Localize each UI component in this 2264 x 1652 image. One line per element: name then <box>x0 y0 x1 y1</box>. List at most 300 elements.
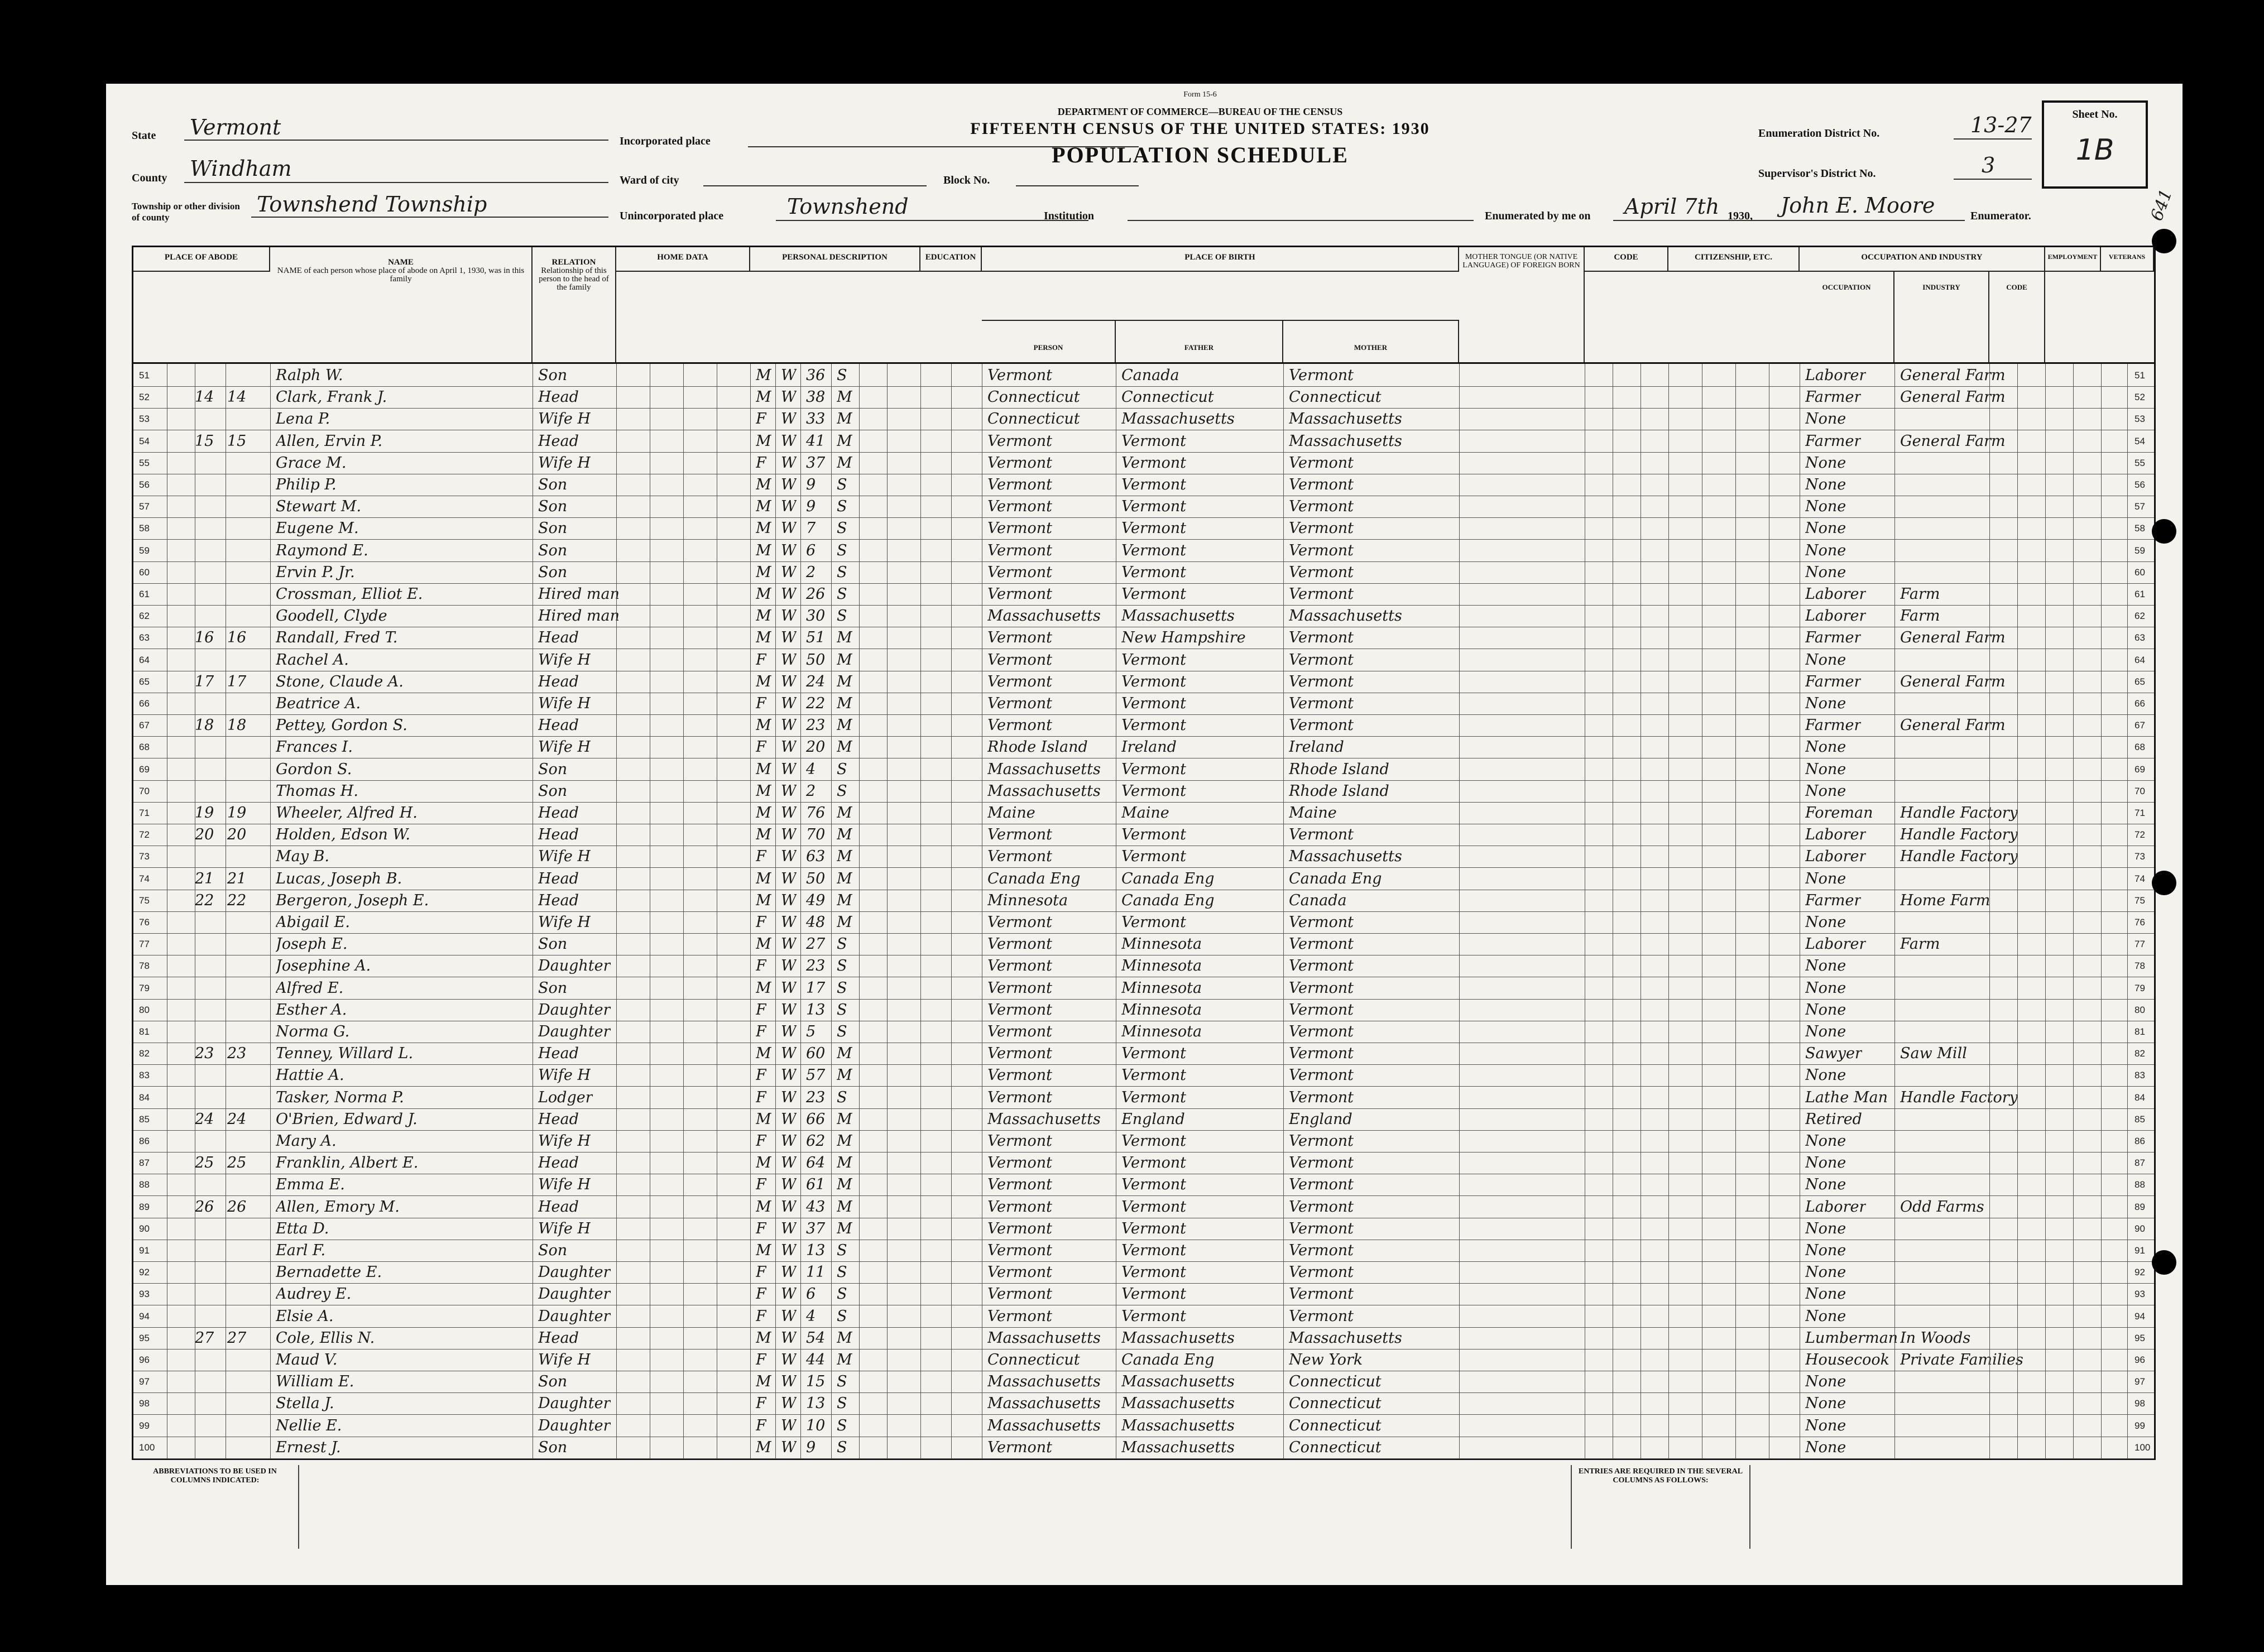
table-row <box>133 1305 2154 1328</box>
birthplace-mother: New York <box>1289 1351 1363 1368</box>
column-rule <box>2017 362 2018 1458</box>
age: 62 <box>806 1132 826 1150</box>
occupation: None <box>1805 1219 1846 1237</box>
occupation: Lathe Man <box>1805 1088 1888 1106</box>
sex: M <box>756 607 771 625</box>
color-race: W <box>781 760 797 778</box>
birthplace-mother: Massachusetts <box>1289 848 1402 866</box>
line-number-left: 53 <box>139 414 150 425</box>
occupation: None <box>1805 1067 1846 1084</box>
person-name: Stone, Claude A. <box>276 673 404 690</box>
column-code: CODE <box>1989 272 2045 362</box>
age: 63 <box>806 848 826 866</box>
punch-hole <box>2152 871 2176 895</box>
age: 37 <box>806 1219 826 1237</box>
age: 24 <box>806 673 826 690</box>
color-race: W <box>781 629 797 647</box>
relation: Lodger <box>538 1088 593 1106</box>
color-race: W <box>781 1307 797 1325</box>
family-number: 24 <box>227 1110 247 1128</box>
marital-status: S <box>837 935 847 953</box>
birthplace-father: Massachusetts <box>1121 1373 1235 1391</box>
occupation: None <box>1805 1416 1846 1434</box>
age: 9 <box>806 476 816 493</box>
industry: Home Farm <box>1900 891 1990 909</box>
sex: M <box>756 476 771 493</box>
line-number-right: 78 <box>2135 961 2145 972</box>
line-number-right: 82 <box>2135 1048 2145 1059</box>
industry: General Farm <box>1900 717 2006 734</box>
age: 13 <box>806 1001 826 1019</box>
column-rule <box>831 362 832 1458</box>
marital-status: S <box>837 607 847 625</box>
birthplace-person: Vermont <box>987 563 1053 581</box>
occupation: None <box>1805 1307 1846 1325</box>
table-row <box>133 1130 2154 1152</box>
person-name: Abigail E. <box>276 914 350 931</box>
entries-block <box>1750 1465 2152 1549</box>
marital-status: S <box>837 476 847 493</box>
census-sheet <box>106 84 2183 1585</box>
relation: Head <box>538 673 579 690</box>
color-race: W <box>781 891 797 909</box>
birthplace-father: Vermont <box>1121 1198 1187 1216</box>
sex: M <box>756 1242 771 1259</box>
occupation: None <box>1805 1264 1846 1281</box>
line-number-right: 57 <box>2135 501 2145 512</box>
occupation: Laborer <box>1805 826 1867 844</box>
line-number-left: 73 <box>139 851 150 862</box>
age: 22 <box>806 695 826 712</box>
relation: Wife H <box>538 848 591 866</box>
birthplace-father: Canada Eng <box>1121 870 1215 887</box>
birthplace-father: Vermont <box>1121 1154 1187 1172</box>
birthplace-mother: Connecticut <box>1289 1438 1382 1456</box>
marital-status: S <box>837 498 847 516</box>
enumerator-name: John E. Moore <box>1781 193 1935 218</box>
marital-status: M <box>837 891 852 909</box>
line-number-right: 92 <box>2135 1267 2145 1278</box>
birthplace-person: Vermont <box>987 1023 1053 1040</box>
person-name: Clark, Frank J. <box>276 388 387 406</box>
occupation: None <box>1805 1395 1846 1413</box>
color-race: W <box>781 848 797 866</box>
birthplace-father: Vermont <box>1121 498 1187 516</box>
table-row <box>133 1392 2154 1415</box>
table-row <box>133 780 2154 803</box>
birthplace-mother: Connecticut <box>1289 1373 1382 1391</box>
age: 33 <box>806 410 826 428</box>
industry: Farm <box>1900 607 1940 625</box>
birthplace-person: Minnesota <box>987 891 1068 909</box>
occupation: Housecook <box>1805 1351 1890 1368</box>
birthplace-mother: Connecticut <box>1289 1416 1382 1434</box>
occupation: Farmer <box>1805 432 1862 450</box>
birthplace-mother: Vermont <box>1289 1242 1354 1259</box>
person-name: Lena P. <box>276 410 330 428</box>
birthplace-father: Canada <box>1121 367 1179 384</box>
line-number-right: 89 <box>2135 1201 2145 1212</box>
birthplace-mother: Massachusetts <box>1289 410 1402 428</box>
footer <box>132 1465 2152 1571</box>
table-row <box>133 561 2154 584</box>
birthplace-mother: Connecticut <box>1289 1395 1382 1413</box>
occupation: Farmer <box>1805 673 1862 690</box>
person-name: William E. <box>276 1373 354 1391</box>
relation: Wife H <box>538 914 591 931</box>
census-title: FIFTEENTH CENSUS OF THE UNITED STATES: 1930 <box>970 119 1430 138</box>
line-number-left: 89 <box>139 1201 150 1212</box>
line-number-right: 68 <box>2135 742 2145 753</box>
sex: M <box>756 520 771 537</box>
relation: Wife H <box>538 738 591 756</box>
relation: Daughter <box>538 1416 611 1434</box>
sex: M <box>756 673 771 690</box>
birthplace-father: Massachusetts <box>1121 1438 1235 1456</box>
line-number-left: 97 <box>139 1376 150 1387</box>
family-number: 21 <box>227 870 247 887</box>
line-number-left: 51 <box>139 370 150 381</box>
sex: F <box>756 1307 766 1325</box>
birthplace-father: Vermont <box>1121 454 1187 472</box>
line-number-left: 78 <box>139 961 150 972</box>
relation: Head <box>538 717 579 734</box>
marital-status: S <box>837 541 847 559</box>
birthplace-father: Vermont <box>1121 695 1187 712</box>
occupation: None <box>1805 695 1846 712</box>
institution-label: Institution <box>1044 210 1095 222</box>
color-race: W <box>781 935 797 953</box>
column-rule <box>616 362 617 1458</box>
line-number-right: 66 <box>2135 698 2145 709</box>
sex: F <box>756 1001 766 1019</box>
table-row <box>133 736 2154 758</box>
sheet-value: 1B <box>2075 133 2114 167</box>
birthplace-father: Vermont <box>1121 1307 1187 1325</box>
relation: Son <box>538 367 568 384</box>
line-number-left: 63 <box>139 632 150 643</box>
line-number-left: 85 <box>139 1113 150 1125</box>
person-name: Stewart M. <box>276 498 362 516</box>
column-rule <box>2073 362 2074 1458</box>
table-row <box>133 1174 2154 1196</box>
abbreviations-title: ABBREVIATIONS TO BE USED IN COLUMNS INDICATED: <box>132 1465 299 1549</box>
birthplace-father: Vermont <box>1121 1132 1187 1150</box>
line-number-right: 99 <box>2135 1420 2145 1431</box>
industry: General Farm <box>1900 629 2006 647</box>
color-race: W <box>781 979 797 997</box>
marital-status: M <box>837 388 852 406</box>
birthplace-person: Maine <box>987 804 1035 822</box>
column-person: PERSON <box>982 320 1116 362</box>
birthplace-person: Vermont <box>987 1132 1053 1150</box>
line-number-right: 55 <box>2135 457 2145 468</box>
family-number: 17 <box>227 673 247 690</box>
line-number-left: 57 <box>139 501 150 512</box>
line-number-right: 77 <box>2135 939 2145 950</box>
sex: M <box>756 1198 771 1216</box>
birthplace-father: Minnesota <box>1121 935 1202 953</box>
person-name: Tasker, Norma P. <box>276 1088 404 1106</box>
age: 17 <box>806 979 826 997</box>
birthplace-mother: Massachusetts <box>1289 1329 1402 1347</box>
color-race: W <box>781 388 797 406</box>
marital-status: M <box>837 1132 852 1150</box>
age: 64 <box>806 1154 826 1172</box>
color-race: W <box>781 1242 797 1259</box>
person-name: Franklin, Albert E. <box>276 1154 419 1172</box>
birthplace-mother: Vermont <box>1289 498 1354 516</box>
marital-status: S <box>837 585 847 603</box>
schedule-title: POPULATION SCHEDULE <box>1052 142 1349 167</box>
birthplace-mother: Vermont <box>1289 651 1354 669</box>
birthplace-person: Vermont <box>987 957 1053 975</box>
dwelling-number: 17 <box>195 673 214 690</box>
sex: M <box>756 804 771 822</box>
table-row <box>133 517 2154 540</box>
color-race: W <box>781 1045 797 1063</box>
person-name: Stella J. <box>276 1395 334 1413</box>
birthplace-person: Vermont <box>987 979 1053 997</box>
birthplace-person: Vermont <box>987 1264 1053 1281</box>
relation: Head <box>538 1198 579 1216</box>
age: 5 <box>806 1023 816 1040</box>
line-number-right: 51 <box>2135 370 2145 381</box>
birthplace-person: Vermont <box>987 1285 1053 1303</box>
table-row <box>133 386 2154 409</box>
marital-status: S <box>837 782 847 800</box>
relation: Son <box>538 563 568 581</box>
age: 6 <box>806 1285 816 1303</box>
table-row <box>133 452 2154 474</box>
occupation: None <box>1805 738 1846 756</box>
line-number-right: 60 <box>2135 566 2145 578</box>
line-number-right: 70 <box>2135 785 2145 796</box>
birthplace-father: Maine <box>1121 804 1169 822</box>
age: 51 <box>806 629 826 647</box>
birthplace-person: Vermont <box>987 826 1053 844</box>
line-number-right: 71 <box>2135 808 2145 818</box>
line-number-right: 61 <box>2135 589 2145 599</box>
line-number-left: 62 <box>139 611 150 622</box>
occupation: Laborer <box>1805 848 1867 866</box>
occupation: Retired <box>1805 1110 1862 1128</box>
dwelling-number: 24 <box>195 1110 214 1128</box>
age: 4 <box>806 760 816 778</box>
line-number-left: 77 <box>139 939 150 950</box>
birthplace-mother: Vermont <box>1289 1264 1354 1281</box>
person-name: Philip P. <box>276 476 337 493</box>
occupation: Laborer <box>1805 1198 1867 1216</box>
column-mother-tongue: MOTHER TONGUE (OR NATIVE LANGUAGE) OF FOREIGN BORN <box>1459 247 1585 362</box>
line-number-left: 87 <box>139 1158 150 1169</box>
person-name: Maud V. <box>276 1351 338 1368</box>
column-rule <box>920 362 921 1458</box>
table-row <box>133 1327 2154 1350</box>
relation: Son <box>538 1438 568 1456</box>
occupation: None <box>1805 1176 1846 1194</box>
age: 49 <box>806 891 826 909</box>
table-row <box>133 364 2154 387</box>
color-race: W <box>781 1023 797 1040</box>
color-race: W <box>781 1395 797 1413</box>
person-name: Grace M. <box>276 454 347 472</box>
state-value: Vermont <box>190 115 281 140</box>
line-number-left: 76 <box>139 917 150 928</box>
ward-label: Ward of city <box>620 174 679 186</box>
sex: M <box>756 1154 771 1172</box>
age: 23 <box>806 717 826 734</box>
relation: Wife H <box>538 1067 591 1084</box>
person-name: Elsie A. <box>276 1307 334 1325</box>
age: 54 <box>806 1329 826 1347</box>
industry: Odd Farms <box>1900 1198 1984 1216</box>
birthplace-mother: Rhode Island <box>1289 760 1389 778</box>
sex: M <box>756 1110 771 1128</box>
color-race: W <box>781 782 797 800</box>
marital-status: S <box>837 1264 847 1281</box>
birthplace-father: Vermont <box>1121 782 1187 800</box>
unincorporated-label: Unincorporated place <box>620 210 724 222</box>
column-occupation: OCCUPATION <box>1800 272 1894 362</box>
sex: F <box>756 651 766 669</box>
age: 48 <box>806 914 826 931</box>
table-row <box>133 474 2154 496</box>
birthplace-person: Vermont <box>987 1154 1053 1172</box>
color-race: W <box>781 1132 797 1150</box>
relation: Head <box>538 870 579 887</box>
color-race: W <box>781 1198 797 1216</box>
person-name: Ralph W. <box>276 367 343 384</box>
dwelling-number: 15 <box>195 432 214 450</box>
line-number-right: 86 <box>2135 1136 2145 1146</box>
line-number-left: 80 <box>139 1004 150 1015</box>
person-name: Mary A. <box>276 1132 337 1150</box>
person-name: Allen, Ervin P. <box>276 432 383 450</box>
industry: Handle Factory <box>1900 1088 2018 1106</box>
column-rule <box>859 362 860 1458</box>
enum-district-value: 13-27 <box>1970 113 2032 137</box>
dwelling-number: 27 <box>195 1329 214 1347</box>
person-name: Bergeron, Joseph E. <box>276 891 429 909</box>
table-row <box>133 1283 2154 1305</box>
sex: M <box>756 1045 771 1063</box>
relation: Son <box>538 1373 568 1391</box>
birthplace-mother: Vermont <box>1289 1001 1354 1019</box>
occupation: Farmer <box>1805 891 1862 909</box>
marital-status: S <box>837 957 847 975</box>
birthplace-father: Minnesota <box>1121 957 1202 975</box>
birthplace-mother: Vermont <box>1289 585 1354 603</box>
table-row <box>133 1349 2154 1371</box>
line-number-right: 52 <box>2135 392 2145 403</box>
age: 9 <box>806 498 816 516</box>
sex: M <box>756 979 771 997</box>
occupation: None <box>1805 1001 1846 1019</box>
table-row <box>133 911 2154 934</box>
sex: F <box>756 1176 766 1194</box>
marital-status: S <box>837 520 847 537</box>
birthplace-person: Connecticut <box>987 1351 1080 1368</box>
marital-status: S <box>837 1242 847 1259</box>
birthplace-mother: Vermont <box>1289 1088 1354 1106</box>
birthplace-person: Vermont <box>987 1242 1053 1259</box>
dwelling-number: 18 <box>195 717 214 734</box>
table-row <box>133 933 2154 955</box>
marital-status: S <box>837 1001 847 1019</box>
county-value: Windham <box>190 156 292 181</box>
sex: F <box>756 1067 766 1084</box>
group-relation: RELATION <box>551 258 596 267</box>
block-label: Block No. <box>943 174 990 186</box>
color-race: W <box>781 563 797 581</box>
group-veterans: VETERANS <box>2101 247 2154 272</box>
person-name: Raymond E. <box>276 541 368 559</box>
birthplace-person: Vermont <box>987 1219 1053 1237</box>
sex: F <box>756 1088 766 1106</box>
group-code: CODE <box>1585 247 1668 272</box>
occupation: Laborer <box>1805 585 1867 603</box>
state-label: State <box>132 129 156 142</box>
color-race: W <box>781 717 797 734</box>
birthplace-mother: Vermont <box>1289 454 1354 472</box>
birthplace-mother: Vermont <box>1289 957 1354 975</box>
sex: M <box>756 563 771 581</box>
line-number-left: 59 <box>139 545 150 556</box>
table-row <box>133 890 2154 912</box>
marital-status: M <box>837 738 852 756</box>
sex: F <box>756 695 766 712</box>
family-number: 23 <box>227 1045 247 1063</box>
age: 61 <box>806 1176 826 1194</box>
line-number-right: 72 <box>2135 829 2145 841</box>
sex: M <box>756 782 771 800</box>
person-name: Rachel A. <box>276 651 349 669</box>
family-number: 19 <box>227 804 247 822</box>
birthplace-father: Vermont <box>1121 476 1187 493</box>
birthplace-person: Vermont <box>987 1176 1053 1194</box>
person-name: May B. <box>276 848 330 866</box>
age: 70 <box>806 826 826 844</box>
birthplace-mother: Vermont <box>1289 673 1354 690</box>
line-number-right: 74 <box>2135 873 2145 884</box>
age: 27 <box>806 935 826 953</box>
birthplace-mother: Vermont <box>1289 1045 1354 1063</box>
marital-status: M <box>837 1045 852 1063</box>
person-name: Joseph E. <box>276 935 348 953</box>
sex: F <box>756 848 766 866</box>
line-number-right: 62 <box>2135 611 2145 622</box>
birthplace-mother: Vermont <box>1289 541 1354 559</box>
birthplace-mother: Vermont <box>1289 476 1354 493</box>
marital-status: M <box>837 695 852 712</box>
birthplace-mother: Vermont <box>1289 520 1354 537</box>
unincorporated-value: Townshend <box>787 194 909 219</box>
birthplace-person: Vermont <box>987 541 1053 559</box>
population-table <box>132 246 2156 1460</box>
color-race: W <box>781 1264 797 1281</box>
table-row <box>133 1415 2154 1437</box>
birthplace-person: Vermont <box>987 1088 1053 1106</box>
line-number-left: 98 <box>139 1398 150 1409</box>
family-number: 14 <box>227 388 247 406</box>
birthplace-person: Vermont <box>987 585 1053 603</box>
sex: F <box>756 1132 766 1150</box>
table-row <box>133 868 2154 890</box>
line-number-left: 96 <box>139 1355 150 1365</box>
birthplace-father: Canada Eng <box>1121 1351 1215 1368</box>
line-number-right: 65 <box>2135 676 2145 687</box>
